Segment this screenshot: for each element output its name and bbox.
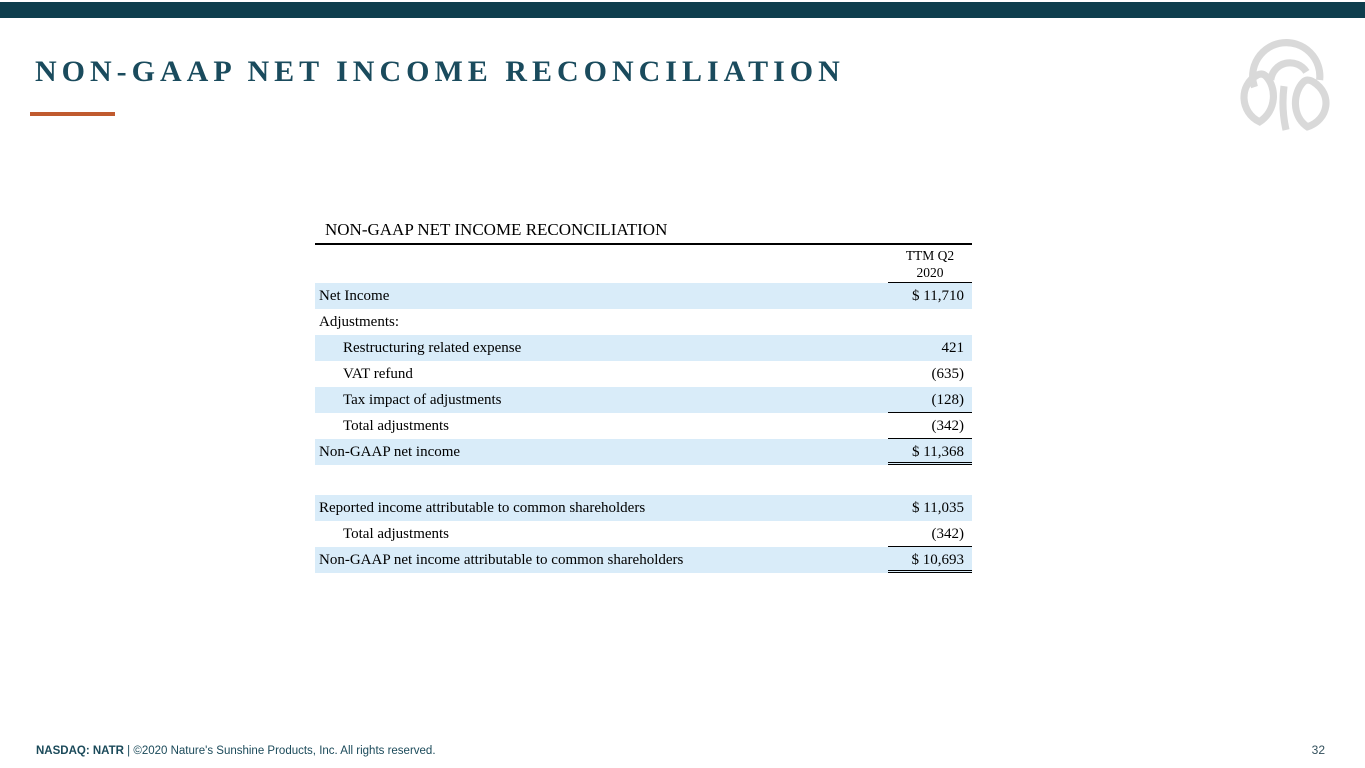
page-title: NON-GAAP NET INCOME RECONCILIATION [35,55,845,88]
reconciliation-table [315,218,972,573]
row-value: 421 [941,340,964,356]
column-header-ttm-q2-2020 [888,245,972,283]
row-label: Restructuring related expense [343,340,522,356]
table-row [315,309,972,335]
row-label: Total adjustments [343,526,450,542]
row-label: VAT refund [343,366,413,382]
table-row [315,335,972,361]
table-row [315,439,972,465]
table-header-row [315,245,972,283]
row-value [888,309,972,335]
top-accent-bar [0,2,1365,18]
title-accent-underline [30,112,115,116]
row-value: (342) [888,413,972,439]
row-value: $ 11,368 [888,439,972,465]
column-header-line1: TTM Q2 [905,248,955,263]
ticker-label: NASDAQ: NATR [36,745,124,757]
copyright-text: ©2020 Nature's Sunshine Products, Inc. All rights reserved. [133,745,436,757]
footer-separator: | [127,745,131,757]
row-value: (128) [888,387,972,413]
row-value: $ 11,710 [912,288,964,304]
page-number: 32 [1311,743,1325,757]
row-label: Non-GAAP net income attributable to common shareholders [319,552,684,568]
table-row [315,387,972,413]
row-label: Tax impact of adjustments [343,392,502,408]
row-value: $ 10,693 [888,547,972,573]
table-title: NON-GAAP NET INCOME RECONCILIATION [315,218,972,245]
table-row [315,495,972,521]
row-label: Total adjustments [343,418,450,434]
row-label: Net Income [319,288,390,304]
row-label: Non-GAAP net income [319,444,461,460]
table-section-gap [315,465,972,495]
natures-sunshine-logo [1228,22,1340,136]
table-row [315,521,972,547]
table-row [315,413,972,439]
flower-leaf-icon [1228,22,1340,136]
row-value: (635) [931,366,964,382]
row-value: (342) [888,521,972,547]
row-label: Adjustments: [319,314,400,330]
table-header-spacer [315,245,888,283]
footer [36,745,436,757]
row-value: $ 11,035 [912,500,964,516]
row-label: Reported income attributable to common shareholders [319,500,646,516]
table-row [315,361,972,387]
column-header-line2: 2020 [916,265,944,280]
table-row [315,283,972,309]
table-row [315,547,972,573]
